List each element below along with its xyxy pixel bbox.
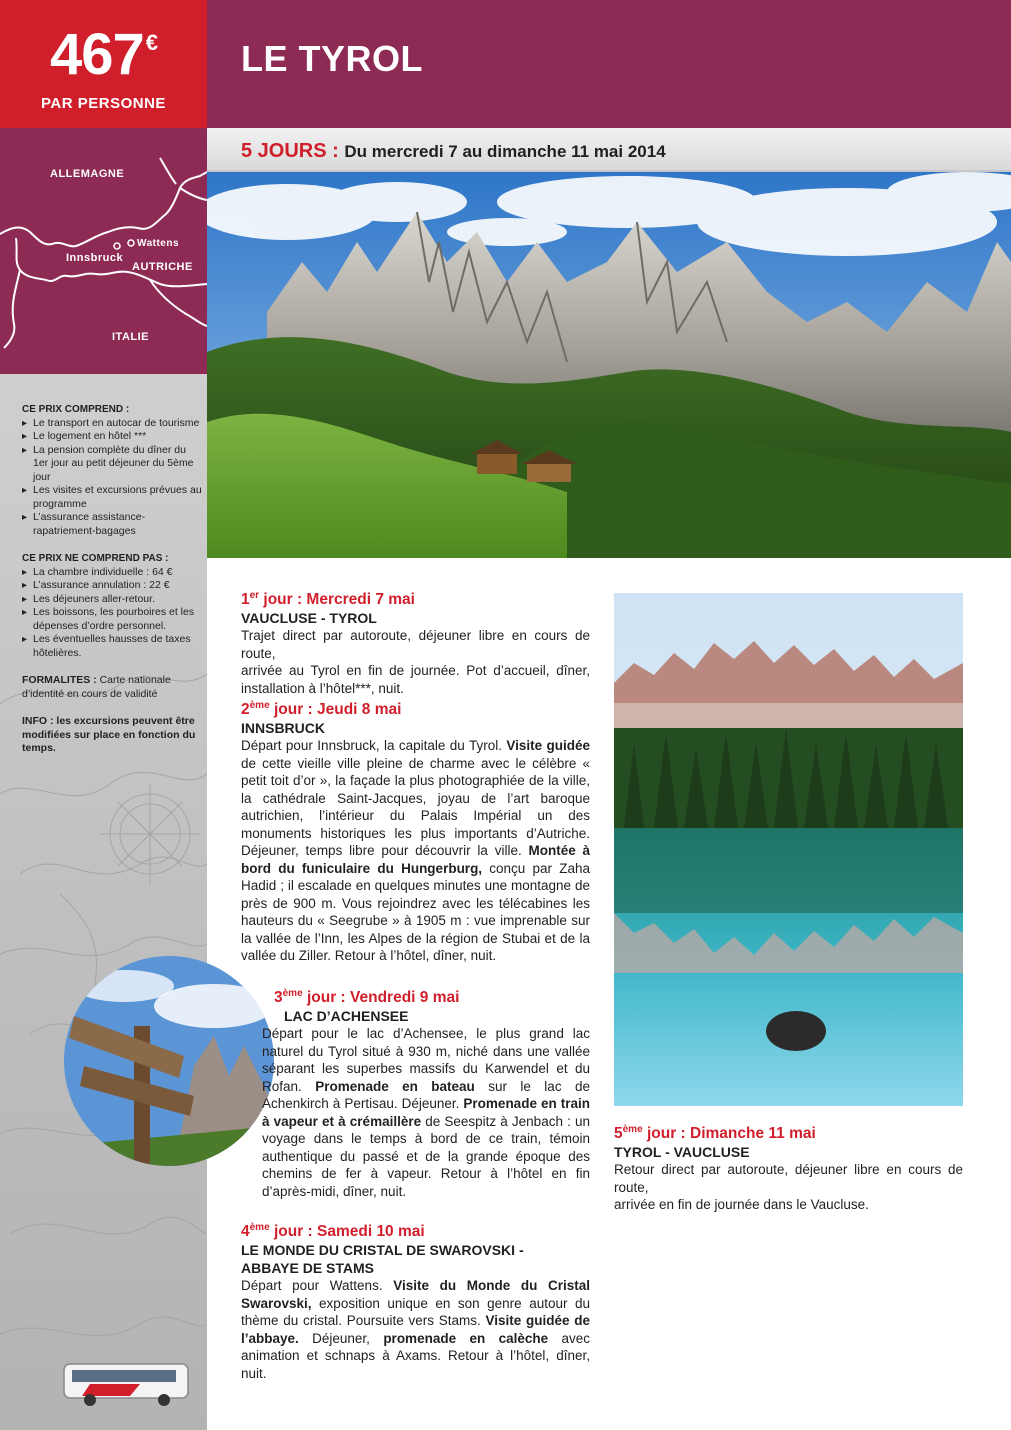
signpost-mountain-icon — [64, 956, 274, 1166]
formalities-text: Carte nationale d’identité en cours de validité — [22, 674, 171, 700]
price-per-person-label: PAR PERSONNE — [41, 95, 166, 112]
formalities — [22, 674, 202, 701]
day-description: Retour direct par autoroute, déjeuner libre en cours de route, arrivée en fin de journée dans le Vaucluse. — [614, 1162, 963, 1212]
day-description: Départ pour Wattens. Visite du Monde du Cristal Swarovski, exposition unique en son genre autour du thème du cristal. Poursuite vers Stams. Visite guidée de l’abbaye. Déjeuner, promenade en calèche avec animation et schnaps à Axams. Retour à l’hôtel, dîner, nuit. — [241, 1278, 591, 1381]
day-description: Départ pour le lac d’Achensee, le plus grand lac naturel du Tyrol situé à 930 m, niché dans une vallée séparant les superbes massifs du Karwendel et du Rofan. Promenade en bateau sur le lac de Achenkirch à Pertisau. Déjeuner. Promenade en train à vapeur et à crémaillère de Seespitz à Jenbach : un voyage dans le temps à bord de ce train, témoin authentique du passé et de la grande époque des chemins de fer à vapeur. Retour à l’hôtel en fin d’après-midi, dîner, nuit. — [262, 1026, 590, 1199]
day-heading: 2ème jour : Jeudi 8 mai — [241, 699, 402, 718]
lake-reflection-photo — [614, 593, 963, 1106]
info-note: INFO : les excursions peuvent être modifiées sur place en fonction du temps. — [22, 715, 196, 754]
page-title: LE TYROL — [241, 38, 423, 79]
included-item: ▸ Le logement en hôtel *** — [22, 430, 202, 444]
map-label-germany: ALLEMAGNE — [50, 168, 125, 180]
map-label-austria: AUTRICHE — [132, 261, 193, 273]
subtitle-bar — [207, 128, 1011, 172]
day-heading: 3ème jour : Vendredi 9 mai — [274, 987, 460, 1006]
formalities-label: FORMALITES : — [22, 674, 97, 686]
price-badge — [0, 0, 207, 128]
excluded-item: ▸ L’assurance annulation : 22 € — [22, 579, 202, 593]
day-3-section — [262, 988, 590, 1200]
excluded-item: ▸ La chambre individuelle : 64 € — [22, 566, 202, 580]
currency-symbol: € — [145, 30, 158, 55]
day-heading: 5ème jour : Dimanche 11 mai — [614, 1123, 816, 1142]
price-info-sidebar — [0, 374, 207, 1430]
included-list — [22, 417, 202, 539]
hero-mountain-photo — [207, 172, 1011, 558]
mountain-landscape-icon — [207, 172, 1011, 558]
trip-dates — [241, 140, 666, 163]
day-place: LAC D’ACHENSEE — [284, 1008, 409, 1024]
trip-date-range: Du mercredi 7 au dimanche 11 mai 2014 — [344, 142, 666, 161]
day-description: Départ pour Innsbruck, la capitale du Tyrol. Visite guidée de cette vieille ville pleine de charme avec le célèbre « petit toit d’or », la façade la plus photographiée de la ville, la cathédrale Saint-Jacques, joyau de l’art baroque autrichien, l’intérieur du Palais Impérial un des monuments historiques les plus importants d’Autriche. Déjeuner, temps libre pour découvrir la ville. Montée à bord du funiculaire du Hungerburg, conçu par Zaha Hadid ; il escalade en quelques minutes une montagne de près de 900 m. Vous rejoindrez avec les télécabines les hauteurs du « Seegrube » à 1905 m : vue imprenable sur la vallée de l’Inn, les Alpes de la région de Stubai et de la vallée du Ziller. Retour à l’hôtel, dîner, nuit. — [241, 738, 591, 963]
map-label-innsbruck: Innsbruck — [66, 252, 124, 264]
excluded-heading: CE PRIX NE COMPREND PAS : — [22, 553, 169, 564]
day-place: TYROL - VAUCLUSE — [614, 1144, 750, 1160]
included-item: ▸ La pension complète du dîner du 1er jour au petit déjeuner du 5ème jour — [22, 444, 202, 485]
map-borders-icon — [0, 128, 207, 374]
day-description: Trajet direct par autoroute, déjeuner libre en cours de route, arrivée au Tyrol en fin de journée. Pot d’accueil, dîner, installation à l’hôtel***, nuit. — [241, 628, 590, 696]
day-place: INNSBRUCK — [241, 720, 325, 736]
day-heading: 1er jour : Mercredi 7 mai — [241, 589, 415, 608]
day-1-section — [241, 590, 590, 697]
map-label-wattens: Wattens — [137, 238, 180, 249]
coach-bus-icon — [60, 1358, 195, 1408]
day-4-section — [241, 1222, 590, 1382]
title-band — [207, 0, 1011, 128]
included-item: ▸ Les visites et excursions prévues au programme — [22, 484, 202, 511]
region-map — [0, 128, 207, 374]
day-place: VAUCLUSE - TYROL — [241, 610, 377, 626]
included-item: ▸ Le transport en autocar de tourisme — [22, 417, 202, 431]
lake-landscape-icon — [614, 593, 963, 1106]
included-heading: CE PRIX COMPREND : — [22, 404, 130, 415]
excluded-list — [22, 566, 202, 661]
excluded-item: ▸ Les déjeuners aller-retour. — [22, 593, 202, 607]
price-amount: 467€ — [49, 22, 158, 87]
map-label-italy: ITALIE — [112, 331, 150, 343]
sidebar-content — [22, 403, 202, 770]
included-item: ▸ L’assurance assistance-rapatriement-bagages — [22, 511, 202, 538]
excluded-item: ▸ Les éventuelles hausses de taxes hôtelières. — [22, 633, 202, 660]
excluded-item: ▸ Les boissons, les pourboires et les dépenses d’ordre personnel. — [22, 606, 202, 633]
day-2-section — [241, 700, 590, 965]
day-place: LE MONDE DU CRISTAL DE SWAROVSKI - ABBAYE DE STAMS — [241, 1242, 524, 1276]
signpost-circle-photo — [64, 956, 274, 1166]
day-5-section — [614, 1124, 963, 1214]
day-heading: 4ème jour : Samedi 10 mai — [241, 1221, 425, 1240]
trip-duration: 5 JOURS : — [241, 140, 339, 162]
